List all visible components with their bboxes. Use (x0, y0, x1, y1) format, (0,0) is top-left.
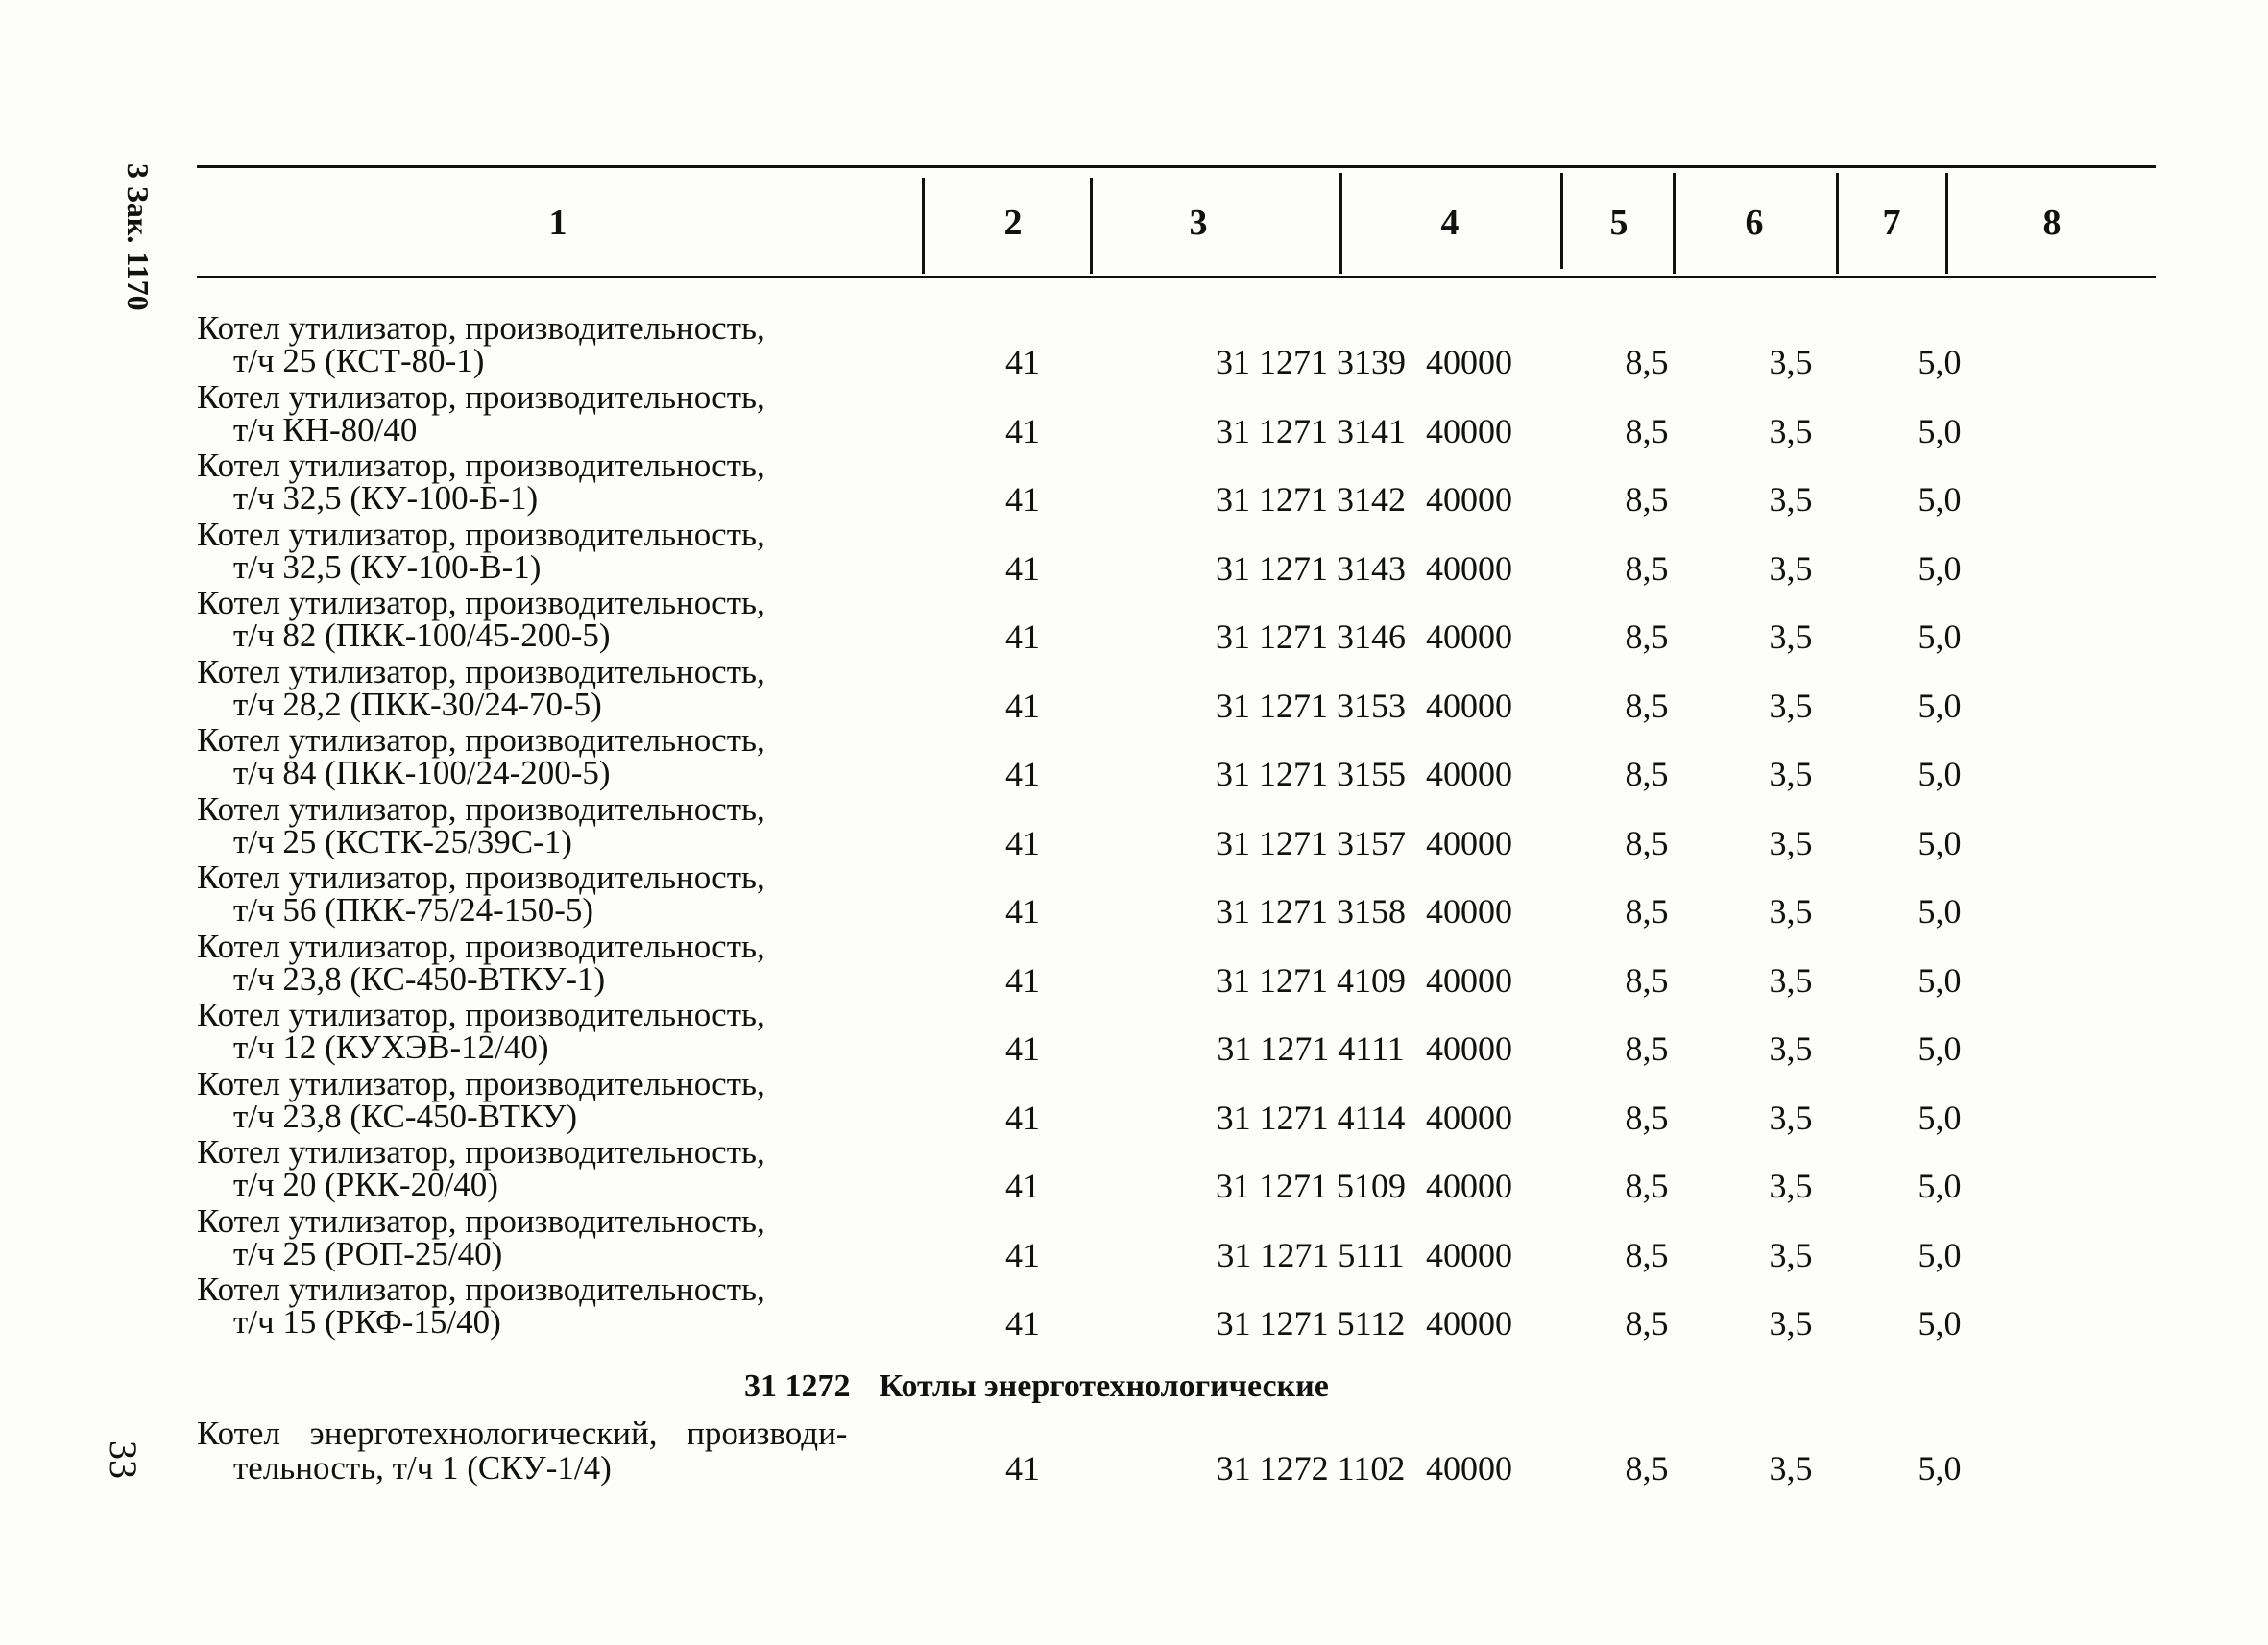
cell-col-7: 5,0 (1918, 411, 1962, 450)
item-name-line1: Котел утилизатор, производительность, (197, 1201, 765, 1240)
cell-col-2: 41 (1005, 343, 1040, 381)
item-name (197, 721, 765, 791)
cell-col-4: 40000 (1426, 1449, 1512, 1488)
cell-col-3: 31 1271 3153 (1216, 686, 1406, 725)
cell-col-3: 31 1271 3143 (1216, 548, 1406, 588)
cell-col-4: 40000 (1426, 1235, 1512, 1274)
table-header-rule (197, 276, 2156, 278)
item-name (197, 996, 765, 1066)
cell-col-2: 41 (1005, 823, 1040, 862)
cell-col-7: 5,0 (1918, 617, 1962, 656)
cell-col-5: 8,5 (1625, 755, 1669, 793)
cell-col-2: 41 (1005, 1098, 1040, 1137)
cell-col-7: 5,0 (1918, 960, 1962, 1000)
table-row (197, 584, 2117, 656)
item-name-line1: Котел утилизатор, производительность, (197, 996, 765, 1033)
cell-col-2: 41 (1005, 1029, 1040, 1068)
cell-col-3: 31 1271 4111 (1217, 1029, 1405, 1068)
cell-col-4: 40000 (1426, 686, 1512, 725)
cell-col-5: 8,5 (1625, 1029, 1669, 1068)
cell-col-6: 3,5 (1769, 548, 1813, 588)
column-header-1: 1 (548, 203, 567, 243)
item-name-line1: Котел утилизатор, производительность, (197, 652, 765, 690)
cell-col-4: 40000 (1426, 755, 1512, 793)
cell-col-5: 8,5 (1625, 686, 1669, 725)
cell-col-5: 8,5 (1625, 343, 1669, 381)
item-name (197, 1133, 765, 1203)
item-name-line2: т/ч 32,5 (КУ-100-Б-1) (233, 479, 539, 517)
cell-col-3: 31 1271 3141 (1216, 411, 1406, 450)
item-name-line2: т/ч 23,8 (КС-450-ВТКУ-1) (233, 959, 606, 998)
cell-col-5: 8,5 (1625, 823, 1669, 862)
cell-col-7: 5,0 (1918, 823, 1962, 862)
item-name-line1: Котел утилизатор, производительность, (197, 1270, 765, 1308)
table-row (197, 721, 2117, 793)
table-row (197, 309, 2117, 381)
cell-col-6: 3,5 (1769, 686, 1813, 725)
cell-col-5: 8,5 (1625, 1167, 1669, 1205)
cell-col-3: 31 1271 5111 (1217, 1235, 1405, 1274)
item-name-line2: т/ч 25 (КСТК-25/39С-1) (233, 822, 572, 860)
cell-col-3: 31 1271 3139 (1216, 343, 1406, 381)
cell-col-5: 8,5 (1625, 1304, 1669, 1343)
cell-col-7: 5,0 (1918, 1098, 1962, 1137)
table-row (197, 449, 2117, 519)
item-name-line1: Котел утилизатор, производительность, (197, 1064, 765, 1102)
item-name-line2: т/ч 84 (ПКК-100/24-200-5) (233, 754, 611, 791)
table-row (197, 1416, 2117, 1486)
cell-col-3: 31 1271 5109 (1216, 1167, 1406, 1205)
column-header-8: 8 (2042, 203, 2062, 243)
cell-col-7: 5,0 (1918, 343, 1962, 381)
side-order-note: 3 Зак. 1170 (121, 163, 156, 311)
cell-col-7: 5,0 (1918, 1029, 1962, 1068)
item-name (197, 927, 765, 998)
cell-col-4: 40000 (1426, 1029, 1512, 1068)
cell-col-6: 3,5 (1769, 480, 1813, 519)
table-row (197, 1064, 2117, 1137)
item-name-line1: Котел утилизатор, производительность, (197, 859, 765, 896)
cell-col-7: 5,0 (1918, 1449, 1962, 1488)
cell-col-4: 40000 (1426, 1304, 1512, 1343)
cell-col-5: 8,5 (1625, 1449, 1669, 1488)
cell-col-5: 8,5 (1625, 1098, 1669, 1137)
table-body (197, 309, 2117, 1343)
cell-col-4: 40000 (1426, 1098, 1512, 1137)
item-name (197, 652, 765, 723)
cell-col-5: 8,5 (1625, 480, 1669, 519)
cell-col-7: 5,0 (1918, 686, 1962, 725)
item-name-line2: т/ч 25 (РОП-25/40) (233, 1234, 503, 1272)
item-name-line2: т/ч 25 (КСТ-80-1) (233, 342, 485, 379)
cell-col-2: 41 (1005, 1235, 1040, 1274)
table-top-rule (197, 165, 2156, 168)
column-header-7: 7 (1882, 203, 1901, 243)
cell-col-2: 41 (1005, 1167, 1040, 1205)
cell-col-5: 8,5 (1625, 960, 1669, 1000)
table-row (197, 1133, 2117, 1205)
item-name-line1: Котел утилизатор, производительность, (197, 584, 765, 621)
cell-col-2: 41 (1005, 617, 1040, 656)
cell-col-7: 5,0 (1918, 1167, 1962, 1205)
item-name-line2: т/ч 23,8 (КС-450-ВТКУ) (233, 1097, 577, 1135)
cell-col-2: 41 (1005, 1449, 1040, 1488)
section-heading (744, 1368, 1329, 1405)
header-divider-3 (1339, 173, 1342, 274)
cell-col-3: 31 1271 4114 (1216, 1098, 1406, 1137)
cell-col-4: 40000 (1426, 823, 1512, 862)
cell-col-6: 3,5 (1769, 343, 1813, 381)
item-name-line1: Котел утилизатор, производительность, (197, 447, 765, 484)
item-name (197, 861, 765, 927)
item-name-line1: Котел утилизатор, производительность, (197, 1133, 765, 1171)
item-name (197, 515, 765, 586)
cell-col-2: 41 (1005, 548, 1040, 588)
column-header-3: 3 (1189, 203, 1208, 243)
header-divider-4 (1560, 173, 1563, 269)
table-row (197, 377, 2117, 450)
cell-col-6: 3,5 (1769, 1029, 1813, 1068)
item-name-line1: Котел утилизатор, производительность, (197, 927, 765, 965)
cell-col-2: 41 (1005, 686, 1040, 725)
item-name (197, 789, 765, 860)
column-header-4: 4 (1440, 203, 1460, 243)
item-name (197, 449, 765, 515)
cell-col-6: 3,5 (1769, 1449, 1813, 1488)
item-name-line2: т/ч 20 (РКК-20/40) (233, 1166, 498, 1203)
cell-col-3: 31 1271 3157 (1216, 823, 1406, 862)
column-header-2: 2 (1003, 203, 1023, 243)
cell-col-6: 3,5 (1769, 892, 1813, 931)
item-name-line1: Котел утилизатор, производительность, (197, 377, 765, 416)
cell-col-2: 41 (1005, 892, 1040, 931)
cell-col-6: 3,5 (1769, 617, 1813, 656)
header-divider-5 (1673, 173, 1676, 274)
cell-col-4: 40000 (1426, 892, 1512, 931)
item-name-line2: т/ч 82 (ПКК-100/45-200-5) (233, 617, 611, 654)
item-name (197, 1064, 765, 1135)
cell-col-4: 40000 (1426, 411, 1512, 450)
item-name-line2: т/ч 32,5 (КУ-100-В-1) (233, 547, 542, 586)
cell-col-5: 8,5 (1625, 1235, 1669, 1274)
cell-col-2: 41 (1005, 960, 1040, 1000)
cell-col-6: 3,5 (1769, 755, 1813, 793)
cell-col-5: 8,5 (1625, 892, 1669, 931)
cell-col-7: 5,0 (1918, 755, 1962, 793)
cell-col-4: 40000 (1426, 960, 1512, 1000)
item-name-line1: Котел утилизатор, производительность, (197, 515, 765, 553)
cell-col-3: 31 1271 4109 (1216, 960, 1406, 1000)
cell-col-6: 3,5 (1769, 1167, 1813, 1205)
item-name-line2: т/ч 15 (РКФ-15/40) (233, 1303, 501, 1341)
table-row (197, 1201, 2117, 1274)
cell-col-5: 8,5 (1625, 411, 1669, 450)
table-row (197, 652, 2117, 725)
item-name-line1: Котел утилизатор, производительность, (197, 721, 765, 759)
cell-col-7: 5,0 (1918, 1304, 1962, 1343)
item-name-line2: тельность, т/ч 1 (СКУ-1/4) (233, 1449, 612, 1487)
item-name (197, 377, 765, 448)
cell-col-6: 3,5 (1769, 1235, 1813, 1274)
section-title: Котлы энерготехнологические (879, 1368, 1329, 1404)
table-row (197, 861, 2117, 931)
cell-col-7: 5,0 (1918, 892, 1962, 931)
item-name-line2: т/ч 12 (КУХЭВ-12/40) (233, 1028, 549, 1066)
cell-col-6: 3,5 (1769, 1098, 1813, 1137)
table-row (197, 515, 2117, 588)
cell-col-5: 8,5 (1625, 617, 1669, 656)
table-row (197, 927, 2117, 1000)
header-divider-1 (922, 178, 925, 274)
table-row (197, 1270, 2117, 1343)
table-row (197, 789, 2117, 862)
item-name-line2: т/ч КН-80/40 (233, 410, 418, 448)
item-name-line1: Котел утилизатор, производительность, (197, 309, 765, 347)
cell-col-3: 31 1271 3155 (1216, 755, 1406, 793)
cell-col-7: 5,0 (1918, 548, 1962, 588)
cell-col-7: 5,0 (1918, 480, 1962, 519)
cell-col-4: 40000 (1426, 548, 1512, 588)
cell-col-2: 41 (1005, 480, 1040, 519)
cell-col-4: 40000 (1426, 1167, 1512, 1205)
cell-col-6: 3,5 (1769, 411, 1813, 450)
item-name (197, 309, 765, 379)
cell-col-5: 8,5 (1625, 548, 1669, 588)
item-name (197, 584, 765, 654)
column-header-6: 6 (1745, 203, 1764, 243)
header-divider-6 (1836, 173, 1839, 274)
table-row (197, 996, 2117, 1068)
cell-col-2: 41 (1005, 755, 1040, 793)
cell-col-2: 41 (1005, 1304, 1040, 1343)
item-name-line1: Котел энерготехнологический, производи- (197, 1415, 848, 1452)
cell-col-3: 31 1271 3158 (1216, 892, 1406, 931)
header-divider-2 (1090, 178, 1093, 274)
cell-col-6: 3,5 (1769, 823, 1813, 862)
cell-col-3: 31 1272 1102 (1216, 1449, 1406, 1488)
header-divider-7 (1945, 173, 1948, 274)
item-name-line1: Котел утилизатор, производительность, (197, 789, 765, 828)
cell-col-7: 5,0 (1918, 1235, 1962, 1274)
cell-col-4: 40000 (1426, 480, 1512, 519)
cell-col-3: 31 1271 3146 (1216, 617, 1406, 656)
cell-col-6: 3,5 (1769, 1304, 1813, 1343)
section-code: 31 1272 (744, 1368, 851, 1404)
item-name (197, 1201, 765, 1272)
page-number: 33 (102, 1440, 145, 1479)
cell-col-3: 31 1271 5112 (1216, 1304, 1406, 1343)
item-name-line2: т/ч 56 (ПКК-75/24-150-5) (233, 891, 594, 929)
item-name (197, 1416, 847, 1486)
cell-col-2: 41 (1005, 411, 1040, 450)
section-table-body (197, 1416, 2117, 1486)
column-header-5: 5 (1609, 203, 1629, 243)
item-name (197, 1270, 765, 1341)
cell-col-3: 31 1271 3142 (1216, 480, 1406, 519)
cell-col-4: 40000 (1426, 343, 1512, 381)
item-name-line2: т/ч 28,2 (ПКК-30/24-70-5) (233, 685, 602, 723)
cell-col-4: 40000 (1426, 617, 1512, 656)
cell-col-6: 3,5 (1769, 960, 1813, 1000)
